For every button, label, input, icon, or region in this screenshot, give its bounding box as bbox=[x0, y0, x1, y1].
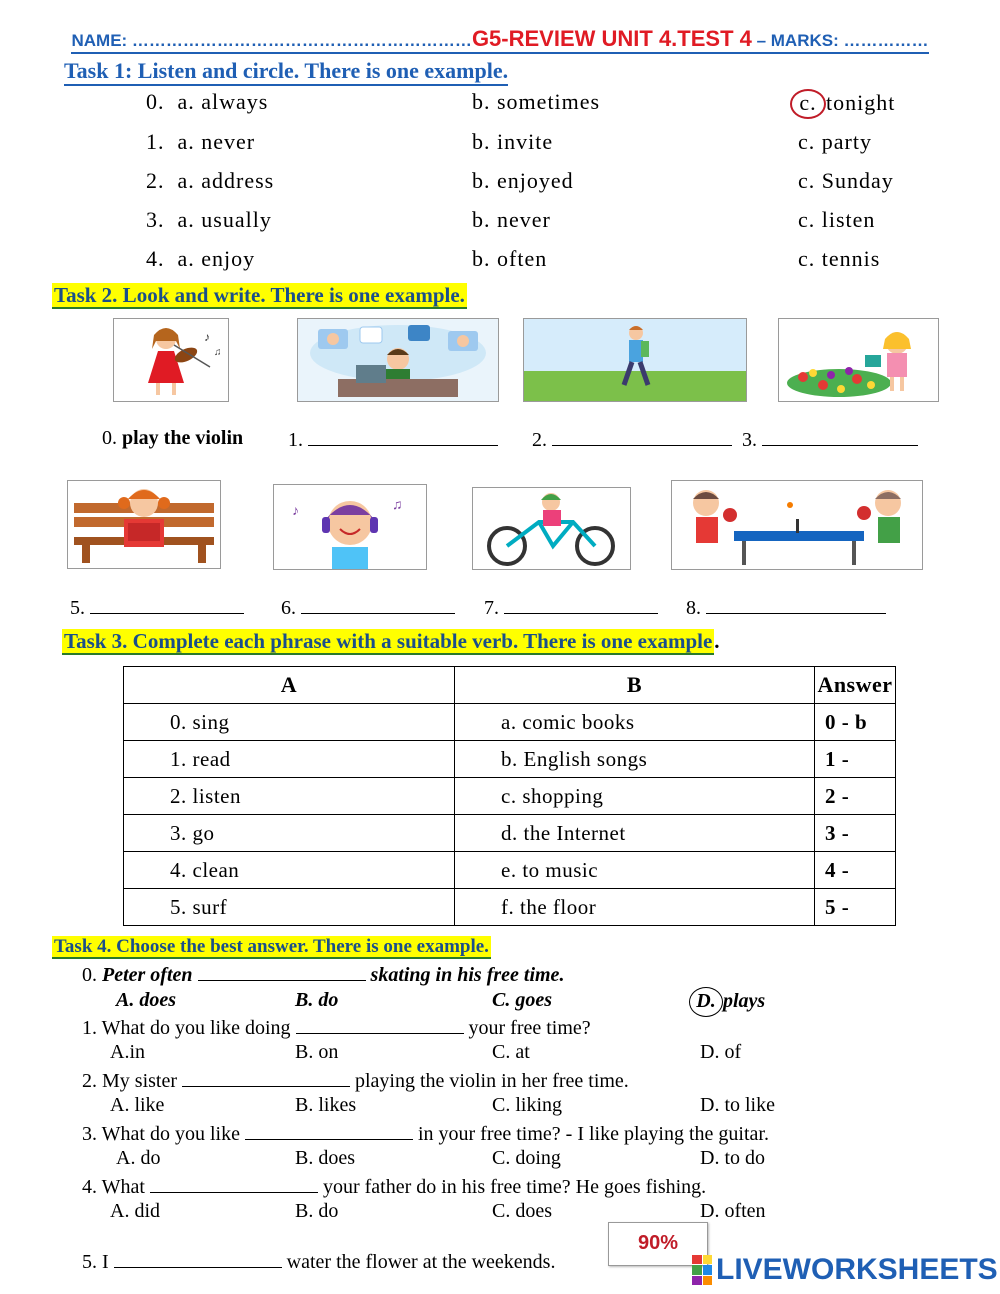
question-1-blank[interactable] bbox=[296, 1015, 464, 1034]
answer-cell-2[interactable]: 2 - bbox=[815, 778, 896, 815]
task2-blank-1[interactable]: 1. bbox=[288, 427, 498, 452]
girl-music-picture bbox=[273, 484, 427, 570]
q3-option-a[interactable]: A. do bbox=[116, 1147, 161, 1169]
answer-cell-5[interactable]: 5 - bbox=[815, 889, 896, 926]
svg-text:♫: ♫ bbox=[392, 498, 403, 513]
example-option-a: A. does bbox=[116, 989, 176, 1011]
table-row: 5. surf f. the floor 5 - bbox=[124, 889, 896, 926]
task2-blank-2[interactable]: 2. bbox=[532, 427, 732, 452]
question-5: 5. I water the flower at the weekends. bbox=[82, 1251, 556, 1273]
column-header-a: A bbox=[124, 667, 455, 704]
girl-watering-flowers-picture bbox=[778, 318, 939, 402]
task1-row-4-c[interactable]: c. tennis bbox=[798, 246, 881, 271]
boys-table-tennis-picture bbox=[671, 480, 923, 570]
svg-text:♫: ♫ bbox=[214, 347, 222, 358]
boy-internet-picture bbox=[297, 318, 499, 402]
question-4-blank[interactable] bbox=[150, 1174, 318, 1193]
task1-row-0-c[interactable]: c. tonight bbox=[796, 89, 895, 119]
q4-option-a[interactable]: A. did bbox=[110, 1200, 160, 1222]
task1-row-2-c[interactable]: c. Sunday bbox=[798, 168, 894, 193]
matching-table bbox=[123, 666, 896, 926]
svg-text:♪: ♪ bbox=[292, 504, 299, 519]
task1-row-2-a[interactable]: a. address bbox=[177, 168, 275, 193]
task1-row-2-b[interactable]: b. enjoyed bbox=[472, 168, 574, 193]
q3-option-b[interactable]: B. does bbox=[295, 1147, 355, 1169]
question-5-blank[interactable] bbox=[114, 1249, 282, 1268]
task1-row-0: 0. a. always bbox=[146, 89, 269, 114]
svg-text:♪: ♪ bbox=[204, 330, 210, 344]
q2-option-c[interactable]: C. liking bbox=[492, 1094, 563, 1116]
task2-blank-3[interactable]: 3. bbox=[742, 427, 918, 452]
example-option-b: B. do bbox=[295, 989, 339, 1011]
question-3: 3. What do you like in your free time? - I like playing the guitar. bbox=[82, 1123, 769, 1145]
question-3-blank[interactable] bbox=[245, 1121, 413, 1140]
answer-cell-3[interactable]: 3 - bbox=[815, 815, 896, 852]
task1-row-3: 3. a. usually bbox=[146, 207, 272, 232]
q3-option-d[interactable]: D. to do bbox=[700, 1147, 765, 1169]
liveworksheets-wordmark: LIVEWORKSHEETS bbox=[716, 1253, 998, 1286]
q1-option-c[interactable]: C. at bbox=[492, 1041, 530, 1063]
q2-option-d[interactable]: D. to like bbox=[700, 1094, 775, 1116]
name-label: NAME: …………………………………………………… bbox=[71, 31, 472, 50]
table-header-row bbox=[124, 667, 896, 704]
worksheet-header bbox=[0, 26, 1000, 52]
task1-row-0-b[interactable]: b. sometimes bbox=[472, 89, 601, 114]
girl-violin-picture bbox=[113, 318, 229, 402]
man-walking-picture bbox=[523, 318, 747, 402]
girl-reading-picture bbox=[67, 480, 221, 569]
question-1: 1. What do you like doing your free time? bbox=[82, 1017, 591, 1039]
task2-blank-6[interactable]: 6. bbox=[281, 595, 455, 620]
q2-option-a[interactable]: A. like bbox=[110, 1094, 165, 1116]
answer-circle: c. bbox=[790, 89, 826, 119]
q1-option-d[interactable]: D. of bbox=[700, 1041, 742, 1063]
boy-cycling-picture bbox=[472, 487, 631, 570]
task1-row-3-a[interactable]: a. usually bbox=[177, 207, 272, 232]
q2-option-b[interactable]: B. likes bbox=[295, 1094, 357, 1116]
example-option-c: C. goes bbox=[492, 989, 552, 1011]
task4-example: 0. Peter often skating in his free time. bbox=[82, 964, 565, 986]
task1-row-1-b[interactable]: b. invite bbox=[472, 129, 554, 154]
task1-row-1-a[interactable]: a. never bbox=[177, 129, 256, 154]
task2-blank-5[interactable]: 5. bbox=[70, 595, 244, 620]
task1-row-1: 1. a. never bbox=[146, 129, 256, 154]
task1-row-3-c[interactable]: c. listen bbox=[798, 207, 876, 232]
answer-cell-4[interactable]: 4 - bbox=[815, 852, 896, 889]
marks-label: – MARKS: …………… bbox=[751, 31, 929, 50]
task1-row-4-b[interactable]: b. often bbox=[472, 246, 548, 271]
task3-title: Task 3. Complete each phrase with a suitable verb. There is one example. bbox=[64, 629, 720, 653]
table-row: 3. go d. the Internet 3 - bbox=[124, 815, 896, 852]
answer-cell-1[interactable]: 1 - bbox=[815, 741, 896, 778]
example-option-d: D. plays bbox=[697, 987, 765, 1017]
task1-row-4: 4. a. enjoy bbox=[146, 246, 256, 271]
task2-example: 0. play the violin bbox=[102, 427, 244, 449]
question-2: 2. My sister playing the violin in her free time. bbox=[82, 1070, 629, 1092]
task1-row-2: 2. a. address bbox=[146, 168, 275, 193]
table-row: 1. read b. English songs 1 - bbox=[124, 741, 896, 778]
q1-option-a[interactable]: A.in bbox=[110, 1041, 145, 1063]
task1-row-4-a[interactable]: a. enjoy bbox=[177, 246, 256, 271]
question-2-blank[interactable] bbox=[182, 1068, 350, 1087]
worksheet-title: G5-REVIEW UNIT 4.TEST 4 bbox=[471, 26, 752, 51]
table-row: 4. clean e. to music 4 - bbox=[124, 852, 896, 889]
task2-blank-8[interactable]: 8. bbox=[686, 595, 886, 620]
task1-row-1-c[interactable]: c. party bbox=[798, 129, 872, 154]
task2-example-answer: play the violin bbox=[122, 427, 244, 449]
q4-option-b[interactable]: B. do bbox=[295, 1200, 339, 1222]
table-row: 2. listen c. shopping 2 - bbox=[124, 778, 896, 815]
column-header-b: B bbox=[455, 667, 815, 704]
task1-row-3-b[interactable]: b. never bbox=[472, 207, 551, 232]
task4-title: Task 4. Choose the best answer. There is one example. bbox=[54, 936, 489, 957]
column-header-answer: Answer bbox=[815, 667, 896, 704]
q3-option-c[interactable]: C. doing bbox=[492, 1147, 561, 1169]
task1-title: Task 1: Listen and circle. There is one example. bbox=[64, 58, 508, 86]
liveworksheets-icon bbox=[692, 1255, 712, 1285]
table-row: 0. sing a. comic books 0 - b bbox=[124, 704, 896, 741]
task2-title: Task 2. Look and write. There is one example. bbox=[54, 283, 465, 307]
task2-blank-7[interactable]: 7. bbox=[484, 595, 658, 620]
q4-option-c[interactable]: C. does bbox=[492, 1200, 552, 1222]
score-badge: 90% bbox=[608, 1222, 708, 1266]
q4-option-d[interactable]: D. often bbox=[700, 1200, 766, 1222]
answer-circle: D. bbox=[689, 987, 723, 1017]
q1-option-b[interactable]: B. on bbox=[295, 1041, 339, 1063]
question-4: 4. What your father do in his free time? He goes fishing. bbox=[82, 1176, 707, 1198]
liveworksheets-logo bbox=[692, 1253, 998, 1287]
